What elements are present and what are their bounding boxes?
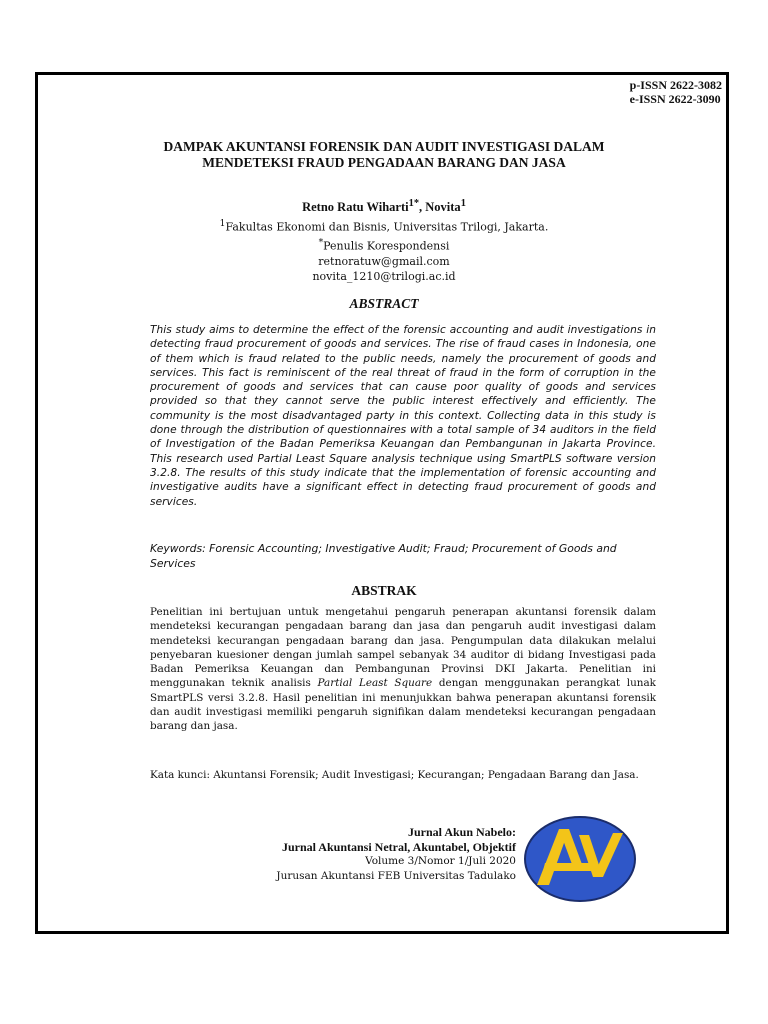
author-email-2: novita_1210@trilogi.ac.id [312, 270, 456, 284]
journal-department: Jurusan Akuntansi FEB Universitas Tadulako [276, 869, 516, 882]
author-affiliation: $^1$Fakultas Ekonomi dan Bisnis, Universitas Trilogi, Jakarta. [219, 217, 549, 234]
abstract-body: This study aims to determine the effect of the forensic accounting and audit investigations in detecting fraud procurement of goods and services. The rise of fraud cases in Indonesia, one of them which is fraud related to the public needs, namely the procurement of goods and services. This fact is reminiscent of the real threat of fraud in the form of corruption in the procurement of goods and services that can cause poor quality of goods and services provided so that they cannot serve the public interest effectively and efficiently. The community is the most disadvantaged party in this context. Collecting data in this study is done through the distribution of questionnaires with a total sample of 34 auditors in the field of Investigation of the Badan Pemeriksa Keuangan dan Pembangunan in Jakarta Province. This research used Partial Least Square analysis technique using SmartPLS software version 3.2.8. The results of this study indicate that the implementation of forensic accounting and investigative audits have a significant effect in detecting fraud procurement of goods and services. [150, 324, 656, 508]
p-issn: p-ISSN 2622-3082 [629, 78, 722, 92]
abstrak-heading: ABSTRAK [351, 583, 417, 598]
journal-name: Jurnal Akun Nabelo: [407, 825, 516, 839]
paper-title [110, 139, 658, 170]
abstrak-body: Penelitian ini bertujuan untuk mengetahui pengaruh penerapan akuntansi forensik dalam mendeteksi kecurangan pengadaan barang dan jasa dan pengaruh audit investigasi dalam mendeteksi kecurangan pengadaan barang dan jasa. Pengumpulan data dilakukan melalui penyebaran kuesioner dengan jumlah sampel sebanyak 34 auditor di bidang Investigasi pada Badan Pemeriksa Keuangan dan Pembangunan Provinsi DKI Jakarta. Penelitian ini menggunakan teknik analisis Partial Least Square dengan menggunakan perangkat lunak SmartPLS versi 3.2.8. Hasil penelitian ini menunjukkan bahwa penerapan akuntansi forensik dan audit investigasi memiliki pengaruh signifikan dalam mendeteksi kecurangan pengadaan barang dan jasa. [150, 606, 656, 733]
journal-logo-icon [523, 815, 637, 903]
e-issn: e-ISSN 2622-3090 [629, 92, 721, 106]
abstract-heading: ABSTRACT [349, 296, 419, 311]
author-names: Retno Ratu Wiharti$^{1*}$, Novita$^1$ [302, 198, 466, 215]
journal-subtitle: Jurnal Akuntansi Netral, Akuntabel, Objektif [281, 839, 516, 854]
title-line-2: MENDETEKSI FRAUD PENGADAAN BARANG DAN JASA [202, 154, 566, 170]
author-email-1: retnoratuw@gmail.com [318, 254, 450, 268]
abstract-keywords: Keywords: Forensic Accounting; Investigative Audit; Fraud; Procurement of Goods and Services [150, 542, 617, 570]
title-line-1: DAMPAK AKUNTANSI FORENSIK DAN AUDIT INVESTIGASI DALAM [163, 139, 605, 154]
abstrak-keywords: Kata kunci: Akuntansi Forensik; Audit Investigasi; Kecurangan; Pengadaan Barang dan Jasa. [150, 769, 639, 781]
journal-info [276, 825, 516, 883]
issn-block [630, 78, 722, 106]
journal-volume: Volume 3/Nomor 1/Juli 2020 [365, 855, 516, 867]
author-block [110, 196, 658, 285]
corresponding-author: *Penulis Korespondensi [318, 236, 450, 253]
